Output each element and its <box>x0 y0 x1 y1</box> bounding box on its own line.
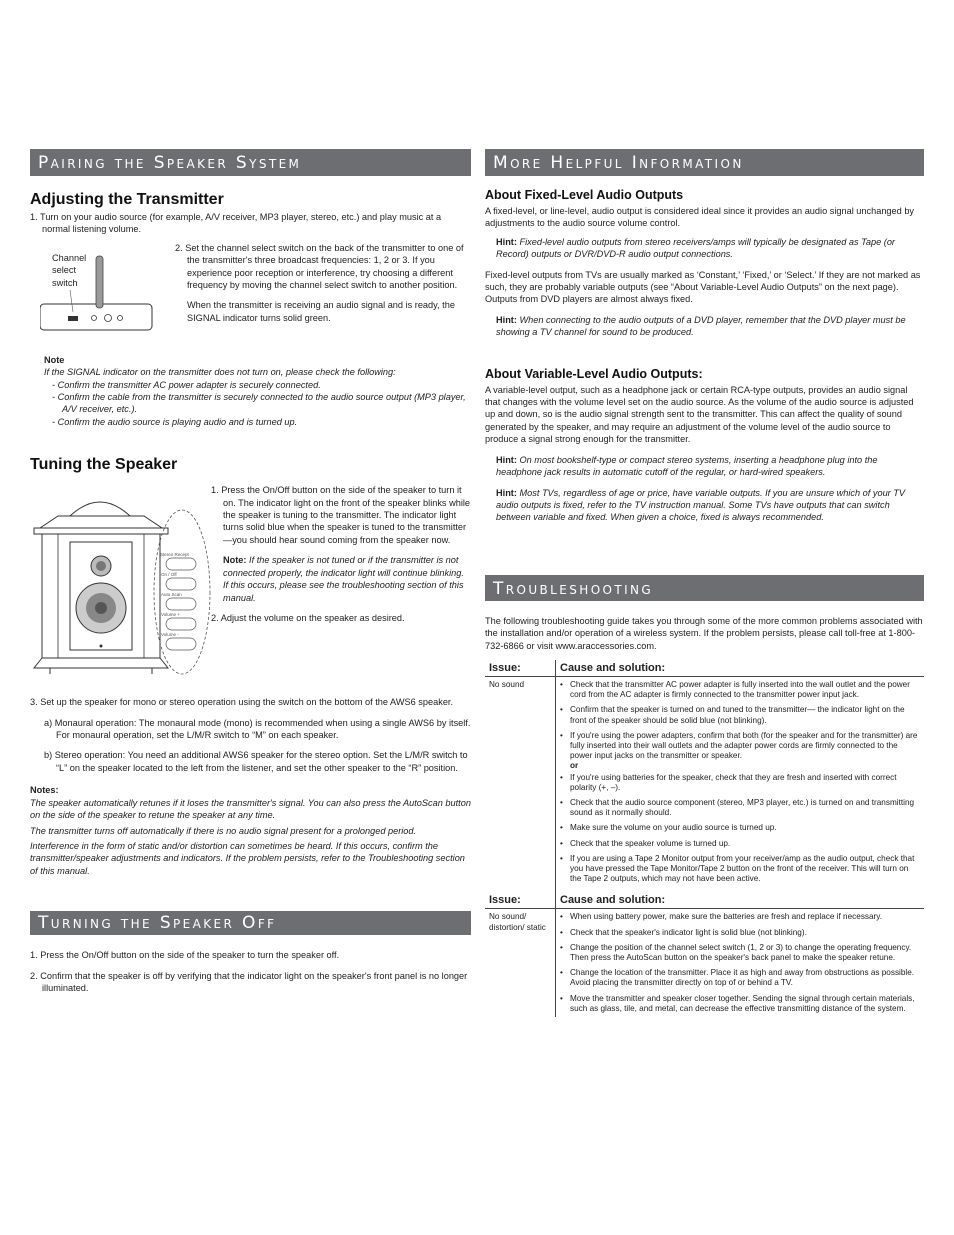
tuning-step-1: 1. Press the On/Off button on the side of the speaker to turn it on. The indicator light on the front of the speaker blinks while the speaker is tuning to the transmitter. The indicator light turns solid blue when the speaker is tuned to the transmitter—you should hear sound coming from the speaker now. <box>211 485 471 545</box>
issue-header: Issue: <box>485 892 556 909</box>
notes-item: The transmitter turns off automatically if there is no audio signal present for a prolonged period. <box>30 825 417 836</box>
pairing-section-header: Pairing the Speaker System <box>30 149 471 176</box>
list-item: • Confirm that the speaker is turned on and tuned to the transmitter— the indicator light on the front of the speaker should be solid blue (not blinking). <box>560 705 920 725</box>
note-intro: If the SIGNAL indicator on the transmitter does not turn on, please check the following: <box>44 367 396 378</box>
tuning-note <box>211 554 471 604</box>
note-item: - Confirm the audio source is playing audio and is turned up. <box>52 416 298 427</box>
transmitter-block <box>30 242 471 354</box>
list-item: • Check that the speaker's indicator light is solid blue (not blinking). <box>560 928 920 938</box>
note-list <box>30 379 471 429</box>
callout-line-1: Channel <box>52 252 87 263</box>
tuning-note-label: Note: <box>223 555 247 566</box>
variable-hint-1 <box>485 454 924 479</box>
list-item: • Change the location of the transmitter. Place it as high and away from obstructions as possible. Avoid placing the transmitter directly on top of or behind a TV. <box>560 968 920 988</box>
tuning-speaker-title: Tuning the Speaker <box>30 456 178 474</box>
list-item: • Move the transmitter and speaker closer together. Sending the signal through certain materials, such as glass, tile, and metal, can decrease the effective transmitting distance of the system. <box>560 994 920 1014</box>
table-row <box>485 909 924 1017</box>
list-item: • If you're using batteries for the speaker, check that they are fresh and inserted with correct polarity (+, –). <box>560 773 920 793</box>
cause-cell <box>556 676 925 892</box>
notes-title: Notes: <box>30 785 59 796</box>
hint-label: Hint: <box>496 314 517 325</box>
tuning-steps-block <box>211 484 471 624</box>
fixed-level-p1: A fixed-level, or line-level, audio output is considered ideal since it provides an audio signal unchanged by adjustments to the audio source volume control. <box>485 206 915 229</box>
button-label-on-off: On / Off <box>161 572 177 578</box>
off-step-1: 1. Press the On/Off button on the side of the speaker to turn the speaker off. <box>30 950 340 961</box>
speaker-illustration <box>30 486 220 694</box>
list-item: • Check that the audio source component (stereo, MP3 player, etc.) is turned on and transmitting sound as it normally should. <box>560 798 920 818</box>
note-item: - Confirm the cable from the transmitter is securely connected to the audio source output (MP3 player, A/V receiver, etc.). <box>52 392 466 415</box>
off-step-2: 2. Confirm that the speaker is off by verifying that the indicator light on the speaker's front panel is no longer illuminated. <box>30 970 468 993</box>
turning-off-section-header: Turning the Speaker Off <box>30 911 471 935</box>
cause-header: Cause and solution: <box>556 660 925 677</box>
list-item: • Check that the transmitter AC power adapter is fully inserted into the wall outlet and the power cord from the AC adapter is firmly connected to the transmitter power input jack. <box>560 680 920 700</box>
notes-item: Interference in the form of static and/or distortion can sometimes be heard. If this occurs, confirm the transmitter/speaker adjustments and indicators. If the problem persists, refer to the Troubleshooting section of this manual. <box>30 840 465 876</box>
notes-item: The speaker automatically retunes if it loses the transmitter's signal. You can also press the AutoScan button on the side of the speaker to retune the speaker at any time. <box>30 797 471 821</box>
callout-line-3: switch <box>52 277 78 288</box>
callout-line-2: select <box>52 265 77 276</box>
channel-select-callout <box>52 252 86 289</box>
issue-cell: No sound <box>485 676 556 892</box>
list-item: • When using battery power, make sure the batteries are fresh and replace if necessary. <box>560 912 920 922</box>
hint-text: Fixed-level audio outputs from stereo receivers/amps will typically be designated as Tape (or Record) outputs or DVR/DVD-R audio output connections. <box>496 236 895 260</box>
adjusting-transmitter-title: Adjusting the Transmitter <box>30 191 224 208</box>
table-row <box>485 676 924 892</box>
left-column <box>30 149 471 994</box>
tuning-step-3: 3. Set up the speaker for mono or stereo operation using the switch on the bottom of the AWS6 speaker. <box>30 697 454 708</box>
pairing-note <box>30 354 471 428</box>
hint-text: Most TVs, regardless of age or price, have variable outputs. If you are unsure which of your TV audio outputs is fixed, refer to the TV instruction manual. Some TVs have outputs that can switch between variable and fixed. When given a choice, fixed is always recommended. <box>496 487 906 523</box>
list-item: • Change the position of the channel select switch (1, 2 or 3) to change the operating frequency. Then press the AutoScan button on the speaker's back panel to make the speaker retune. <box>560 943 920 963</box>
more-info-section-header: More Helpful Information <box>485 149 924 176</box>
note-item: - Confirm the transmitter AC power adapter is securely connected. <box>52 379 321 390</box>
variable-level-title: About Variable-Level Audio Outputs: <box>485 366 703 381</box>
troubleshooting-table-distortion <box>485 892 924 1017</box>
cause-header: Cause and solution: <box>556 892 925 909</box>
fixed-hint-2 <box>485 314 924 339</box>
issue-cell: No sound/ distortion/ static <box>485 909 556 1017</box>
variable-hint-2 <box>485 487 924 524</box>
button-label-volume-down: Volume - <box>161 632 179 638</box>
hint-label: Hint: <box>496 454 517 465</box>
list-item: • Make sure the volume on your audio source is turned up. <box>560 823 920 833</box>
troubleshooting-section-header: Troubleshooting <box>485 575 924 601</box>
adjust-step-2-block <box>175 242 471 324</box>
tuning-step-2: 2. Adjust the volume on the speaker as desired. <box>211 612 405 623</box>
troubleshooting-intro: The following troubleshooting guide takes you through some of the more common problems associated with the installation and/or operation of a wireless system. If the problem persists, please call toll-free at 1-800-732-6866 or visit www.araccessories.com. <box>485 615 923 651</box>
hint-label: Hint: <box>496 236 517 247</box>
list-item: • If you are using a Tape 2 Monitor output from your receiver/amp as the audio output, check that you have pressed the Tape Monitor/Tape 2 button on the front of the receiver. This will turn on the Tape 2 outputs, which may not have been active. <box>560 854 920 885</box>
fixed-level-title: About Fixed-Level Audio Outputs <box>485 188 684 202</box>
hint-text: On most bookshelf-type or compact stereo systems, inserting a headphone plug into the headphone jack results in automatic cutoff of the regular, or hard-wired speakers. <box>496 454 878 478</box>
tuning-note-text: If the speaker is not tuned or if the transmitter is not connected properly, the indicator light will continue blinking. If this occurs, please see the troubleshooting section of this manual. <box>223 555 464 603</box>
fixed-hint-1 <box>485 236 924 261</box>
adjust-step-2: 2. Set the channel select switch on the back of the transmitter to one of the transmitter's three broadcast frequencies: 1, 2 or 3. If you experience poor reception or interference, try choosing a different frequency by moving the channel select switch to another position. <box>175 242 464 291</box>
adjust-step-1: 1. Turn on your audio source (for example, A/V receiver, MP3 player, stereo, etc.) and play music at a normal listening volume. <box>30 212 442 235</box>
button-label-stereo-recept: Stereo Recept <box>160 552 189 558</box>
fixed-level-p2: Fixed-level outputs from TVs are usually marked as ‘Constant,’ ‘Fixed,’ or ‘Select.’ If they are not marked as such, they are probably variable outputs (see “About Variable-Level Audio Outputs” on the next page). Outputs from DVD players are almost always fixed. <box>485 269 921 305</box>
hint-text: When connecting to the audio outputs of a DVD player, remember that the DVD player must be showing a TV channel for sound to be produced. <box>496 314 906 338</box>
note-title: Note <box>44 354 65 365</box>
button-label-volume-up: Volume + <box>161 612 180 618</box>
troubleshooting-table-no-sound <box>485 660 924 892</box>
tuning-step-3a: a) Monaural operation: The monaural mode (mono) is recommended when using a single AWS6 by itself. For monaural operation, set the L/M/R switch to “M” on each speaker. <box>44 717 471 741</box>
tuning-block <box>30 478 471 696</box>
button-label-auto-scan: Auto Scan <box>161 592 182 598</box>
cause-cell <box>556 909 925 1017</box>
list-item: • Check that the speaker volume is turned up. <box>560 839 920 849</box>
list-item: • If you're using the power adapters, confirm that both (for the speaker and for the transmitter) are fully inserted into their wall outlets and the adapter power cords are firmly connected to the power input jacks on the transmitter or speaker. <box>560 731 920 762</box>
or-label: or <box>570 761 579 771</box>
tuning-step-3b: b) Stereo operation: You need an additional AWS6 speaker for the stereo option. Set the L/M/R switch to “L” on the speaker located to the left from the listener, and set the other speaker to the “R” position. <box>44 750 468 773</box>
right-column <box>485 149 924 1017</box>
signal-indicator-text: When the transmitter is receiving an audio signal and is ready, the SIGNAL indicator turns solid green. <box>187 300 455 323</box>
hint-label: Hint: <box>496 487 517 498</box>
variable-level-p1: A variable-level output, such as a headphone jack or certain RCA-type outputs, provides an audio signal that changes with the volume level set on the audio source. As the volume of the audio source is adjusted up and down, so is the audio signal strength sent to the transmitter. This can affect the quality of sound generated by the speaker, and may require an adjustment of the volume level of the audio source to produce a signal strong enough for the transmitter. <box>485 384 914 445</box>
issue-header: Issue: <box>485 660 556 677</box>
